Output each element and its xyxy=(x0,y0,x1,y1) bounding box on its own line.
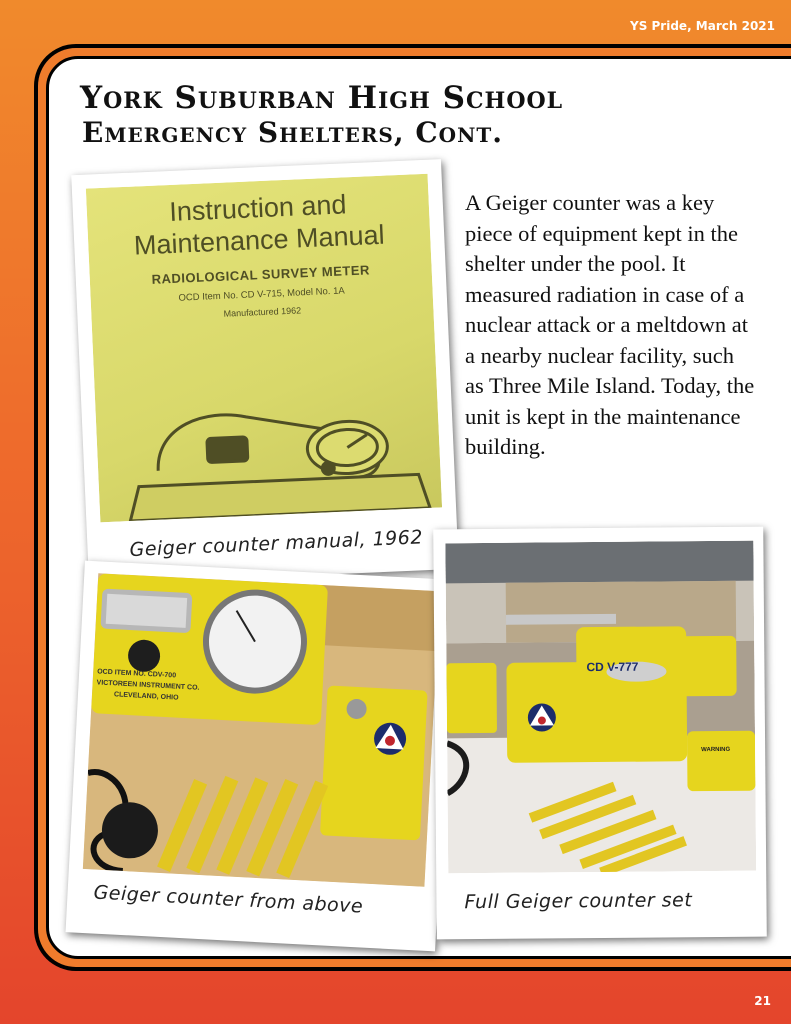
above-label-city: CLEVELAND, OHIO xyxy=(113,691,179,702)
set-label-model: CD V-777 xyxy=(586,659,639,675)
manual-cover-drawing xyxy=(86,174,442,523)
manual-polaroid xyxy=(71,159,459,585)
above-caption: Geiger counter from above xyxy=(93,881,364,918)
above-label-maker: VICTOREEN INSTRUMENT CO. xyxy=(96,679,200,692)
manual-caption: Geiger counter manual, 1962 xyxy=(129,526,424,562)
manual-cover-title: Instruction and xyxy=(168,189,347,228)
above-photo-drawing xyxy=(83,573,440,886)
article-subtitle: Emergency Shelters, Cont. xyxy=(82,116,503,149)
page-number: 21 xyxy=(754,994,771,1008)
above-label-model: OCD ITEM NO. CDV-700 xyxy=(96,668,177,680)
set-label-warning: WARNING xyxy=(701,746,731,754)
set-caption: Full Geiger counter set xyxy=(464,889,693,914)
above-polaroid xyxy=(66,561,455,952)
manual-photo xyxy=(86,174,442,523)
set-polaroid xyxy=(433,527,767,940)
manual-cover-item: OCD Item No. CD V-715, Model No. 1A xyxy=(178,285,345,304)
issue-label: YS Pride, March 2021 xyxy=(630,19,775,33)
manual-cover-title-2: Maintenance Manual xyxy=(133,219,386,261)
set-photo xyxy=(445,541,756,874)
article-title: York Suburban High School xyxy=(80,80,564,116)
article-body: A Geiger counter was a key piece of equipment kept in the shelter under the pool. It measured radiation in case of a nuclear attack or a meltdown at a nearby nuclear facility, such as Three Mile Island. Today, the unit is kept in the maintenance building. xyxy=(465,190,755,459)
manual-cover-subtitle: RADIOLOGICAL SURVEY METER xyxy=(151,262,371,287)
above-photo xyxy=(83,573,440,886)
set-photo-drawing xyxy=(445,541,756,874)
manual-cover-date: Manufactured 1962 xyxy=(223,305,302,319)
